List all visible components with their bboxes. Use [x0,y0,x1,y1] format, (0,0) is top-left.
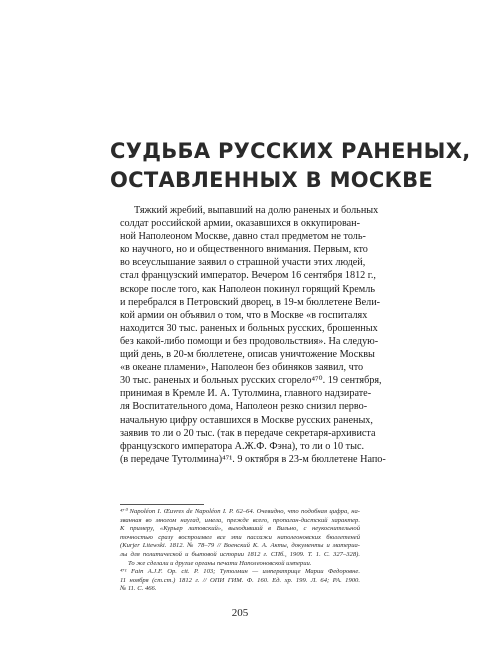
footnote-line: № 11. С. 466. [120,585,157,593]
body-line: заявив то ли о 20 тыс. (так в передаче секретаря-архивиста [120,427,376,439]
chapter-title-line-1: СУДЬБА РУССКИХ РАНЕНЫХ, [110,139,471,163]
footnote-line: ⁴⁷¹ Fain A.J.F. Op. cit. P. 103; Тутолмин — императрице Марии Федоровне. [120,568,360,576]
body-line: щий день, в 20-м бюллетене, описав уничтожение Москвы [120,349,375,361]
chapter-title-line-2: ОСТАВЛЕННЫХ В МОСКВЕ [110,168,434,192]
body-line: вскоре после того, как Наполеон покинул горящий Кремль [120,283,375,295]
footnote-line: ⁴⁷⁰ Napoléon I. Œuvres de Napoléon I. P. 62–64. Очевидно, что подобная цифра, на- [120,508,360,515]
footnote-line: точностью сразу воспроизвел все эти пассажи наполеоновских бюллетеней [120,533,360,541]
body-line: (в передаче Тутолмина)⁴⁷¹. 9 октября в 23-м бюллетене Напо- [120,453,386,465]
body-line: Тяжкий жребий, выпавший на долю раненых и больных [134,205,379,216]
body-line: и перебрался в Петровский дворец, в 19-м бюллетене Вели- [120,296,381,308]
body-line: ко научного, но и общественного внимания. Первым, кто [120,244,368,256]
body-line: солдат российской армии, оказавшихся в оккупирован- [120,218,360,230]
body-line: без какой-либо помощи и без продовольствия». На следую- [120,335,379,347]
body-line: «в океане пламени», Наполеон без обиняков заявил, что [120,362,364,374]
body-line: 30 тыс. раненых и больных русских сгорело⁴⁷⁰. 19 сентября, [120,375,382,387]
body-line: ля Воспитательного дома, Наполеон резко снизил перво- [120,401,368,413]
footnote-line: званная во многом наугад, имела, прежде всего, пропаган-дистский характер. [120,516,360,524]
footnote-line: 11 ноября (ст.ст.) 1812 г. // ОПИ ГИМ. Ф. 160. Ед. хр. 199. Л. 64; РА. 1900. [120,576,360,584]
body-line: во всеуслышание заявил о страшной участи этих людей, [120,257,366,269]
footnote-line: лы для политической и бытовой истории 1812 г. СПб., 1909. Т. 1. С. 327–328). [120,550,360,558]
body-line: французского императора А.Ж.Ф. Фэна), то ли о 10 тыс. [120,440,365,452]
body-line: кой армии он объявил о том, что в Москве «в госпиталях [120,309,368,321]
body-line: стал французский император. Вечером 16 сентября 1812 г., [120,270,376,282]
footnote-line: (Kurjer Litewski. 1812. № 78–79 // Военский К. А. Акты, документы и материа- [120,542,360,550]
footnote-divider [120,504,204,505]
page-number: 205 [231,607,249,619]
body-text [120,204,386,466]
chapter-title [110,137,471,195]
body-line: ной Наполеоном Москве, давно стал предметом не толь- [120,231,366,243]
body-line: принимая в Кремле И. А. Тутолмина, главного надзирате- [120,388,372,400]
footnotes [120,508,360,594]
body-line: начальную цифру оставшихся в Москве русских раненых, [120,414,373,426]
footnote-line: К примеру, «Курьер литовский», выходивший в Вильно, с неукоснительной [120,525,360,533]
body-line: находится 30 тыс. раненых и больных русских, брошенных [120,322,378,334]
footnote-line: То же сделали и другие органы печати Наполеоновской империи. [128,559,312,567]
